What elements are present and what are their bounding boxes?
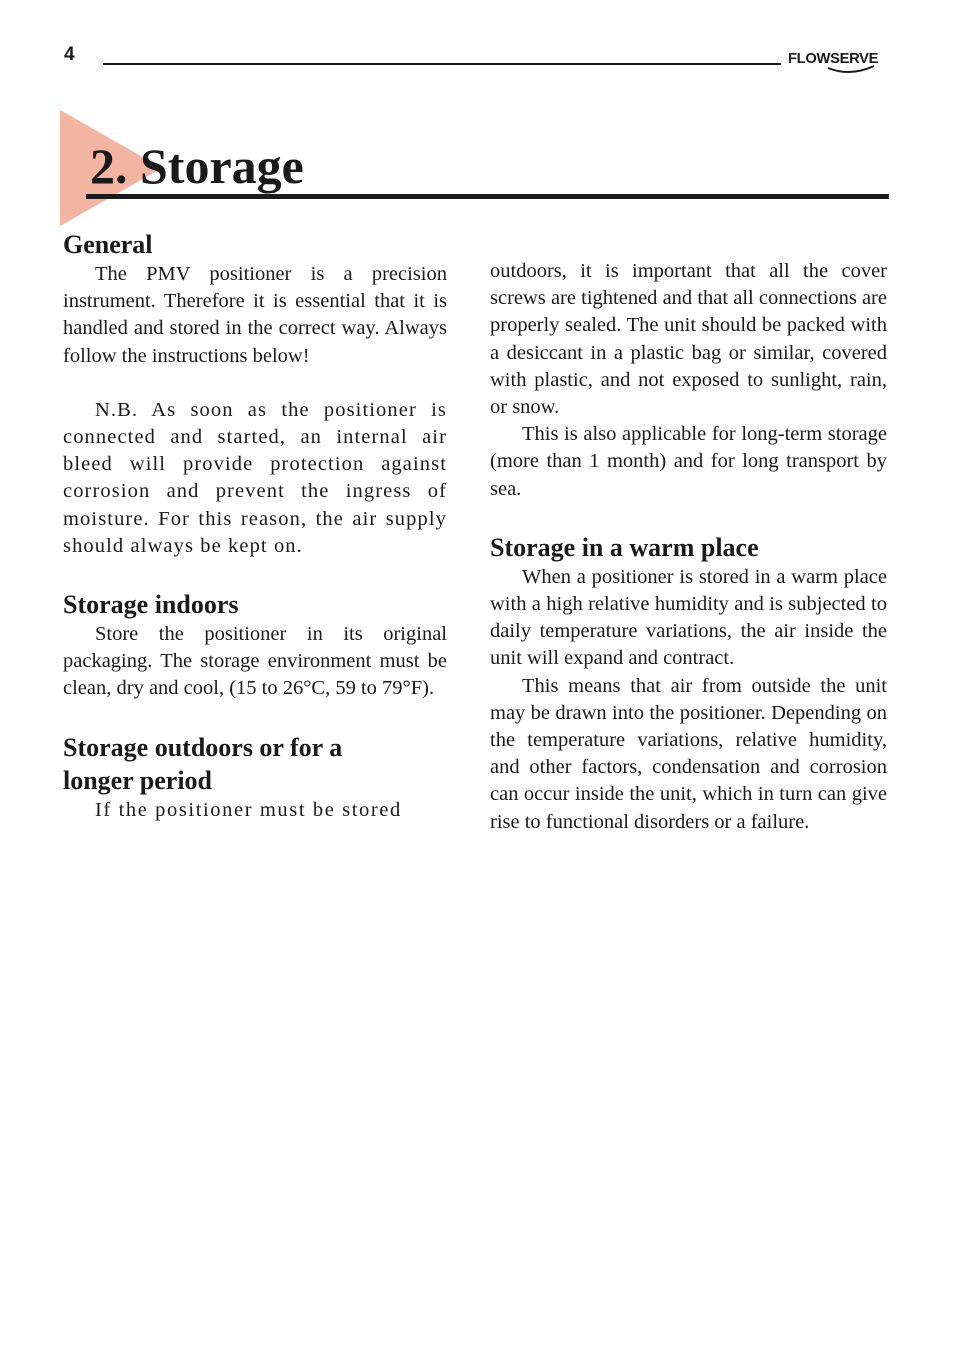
page-number: 4: [64, 44, 75, 65]
logo-text: FLOWSERVE: [788, 50, 879, 67]
logo-swoosh-icon: [788, 46, 892, 78]
title-rule: [86, 194, 889, 199]
general-paragraph-2: N.B. As soon as the positioner is connected and started, an internal air bleed will provide protection against corrosion and prevent the ingress of moisture. For this reason, the air supply should always be kept on.: [63, 398, 447, 557]
outdoors-paragraph-2: This is also applicable for long-term storage (more than 1 month) and for long transport by sea.: [490, 423, 887, 500]
outdoors-paragraph-1-start: If the positioner must be stored: [95, 798, 402, 821]
section-heading-general: General: [63, 230, 153, 259]
outdoors-paragraph-1-continued: outdoors, it is important that all the cover screws are tightened and that all connections are properly sealed. The unit should be packed with a desiccant in a plastic bag or similar, covered with plastic, and not exposed to sunlight, rain, or snow.: [490, 260, 887, 419]
header-rule: [103, 63, 781, 65]
general-paragraph-1: The PMV positioner is a precision instrument. Therefore it is essential that it is handled and stored in the correct way. Always follow the instructions below!: [63, 263, 447, 367]
page-title: 2. Storage: [90, 138, 304, 194]
section-heading-warm: Storage in a warm place: [490, 532, 759, 562]
right-column: [490, 258, 887, 836]
left-column: [63, 228, 447, 824]
flowserve-logo: [788, 46, 892, 78]
warm-paragraph-1: When a positioner is stored in a warm place with a high relative humidity and is subjected to daily temperature variations, the air inside the unit will expand and contract.: [490, 565, 887, 670]
section-heading-indoors: Storage indoors: [63, 590, 239, 620]
indoors-paragraph-1: Store the positioner in its original packaging. The storage environment must be clean, dry and cool, (15 to 26°C, 59 to 79°F).: [63, 623, 447, 700]
section-heading-outdoors: Storage outdoors or for a longer period: [63, 732, 343, 795]
warm-paragraph-2: This means that air from outside the unit may be drawn into the positioner. Depending on the temperature variations, relative humidity, and other factors, condensation and corrosion can occur inside the unit, which in turn can give rise to functional disorders or a failure.: [490, 674, 887, 833]
